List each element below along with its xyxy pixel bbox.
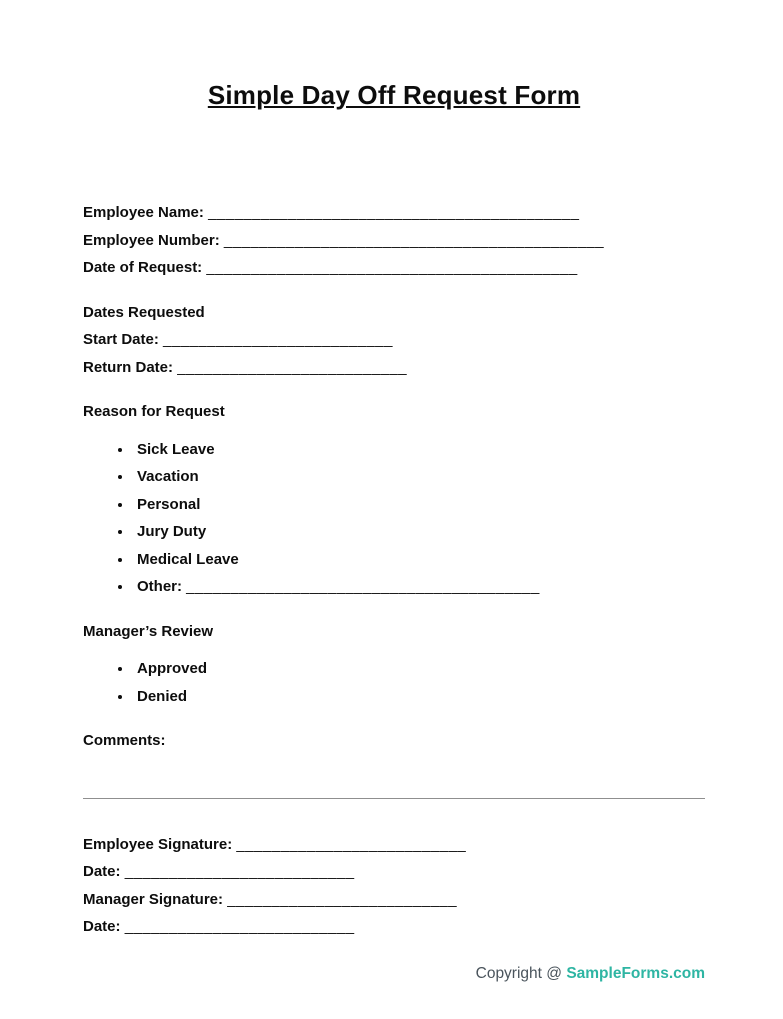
field-label: Start Date: <box>83 331 159 348</box>
field-employee-signature-date <box>83 858 705 886</box>
field-label: Employee Signature: <box>83 835 233 853</box>
form-title: Simple Day Off Request Form <box>207 80 581 110</box>
fill-in-line: __________________________________________ <box>208 204 580 221</box>
field-label: Date: <box>83 863 121 880</box>
field-employee-signature <box>83 831 705 859</box>
comments-section <box>83 727 705 799</box>
reason-heading: Reason for Request <box>83 403 225 420</box>
field-manager-signature <box>83 886 705 914</box>
reason-option-other <box>133 573 705 601</box>
field-label: Employee Number: <box>83 231 220 249</box>
fill-in-line: ________________________________________ <box>186 578 540 595</box>
copyright-text: Copyright @ <box>475 965 567 982</box>
field-label: Date: <box>83 918 121 935</box>
reason-option-jury-duty: • Jury Duty <box>133 518 705 546</box>
fill-in-line: __________________________ <box>124 863 355 880</box>
reason-section <box>83 398 705 601</box>
field-date-of-request <box>83 254 705 282</box>
field-employee-number <box>83 227 705 255</box>
fill-in-line: ___________________________________________ <box>223 231 605 249</box>
reason-option-vacation: • Vacation <box>133 463 705 491</box>
field-label: Employee Name: <box>83 204 204 221</box>
top-fields-section <box>83 199 705 282</box>
fill-in-line: __________________________ <box>177 358 408 376</box>
sampleforms-link[interactable]: SampleForms.com <box>566 965 705 982</box>
manager-review-heading: Manager’s Review <box>83 622 214 640</box>
fill-in-line: __________________________________________ <box>206 259 578 276</box>
field-label: Date of Request: <box>83 259 203 276</box>
fill-in-line: __________________________ <box>227 890 458 908</box>
signatures-section <box>83 831 705 941</box>
reason-option-personal: • Personal <box>133 491 705 519</box>
dates-requested-section <box>83 299 705 382</box>
dates-requested-heading: Dates Requested <box>83 303 205 321</box>
review-option-denied: • Denied <box>133 683 705 711</box>
footer <box>476 965 705 983</box>
fill-in-line: __________________________ <box>124 918 355 935</box>
fill-in-line: __________________________ <box>236 835 467 853</box>
field-label: Manager Signature: <box>83 890 224 908</box>
field-label: Return Date: <box>83 358 174 376</box>
field-start-date <box>83 326 705 354</box>
manager-review-section <box>83 618 705 711</box>
reason-options-list <box>83 436 705 601</box>
reason-option-sick-leave: • Sick Leave <box>133 436 705 464</box>
comments-fill-in-line <box>83 797 705 799</box>
field-return-date <box>83 354 705 382</box>
field-manager-signature-date <box>83 913 705 941</box>
fill-in-line: __________________________ <box>163 331 393 348</box>
field-employee-name <box>83 199 705 227</box>
reason-option-medical-leave: • Medical Leave <box>133 546 705 574</box>
comments-heading: Comments: <box>83 732 166 749</box>
manager-review-options-list <box>83 655 705 710</box>
field-label: Other: <box>137 578 182 595</box>
review-option-approved: • Approved <box>133 655 705 683</box>
